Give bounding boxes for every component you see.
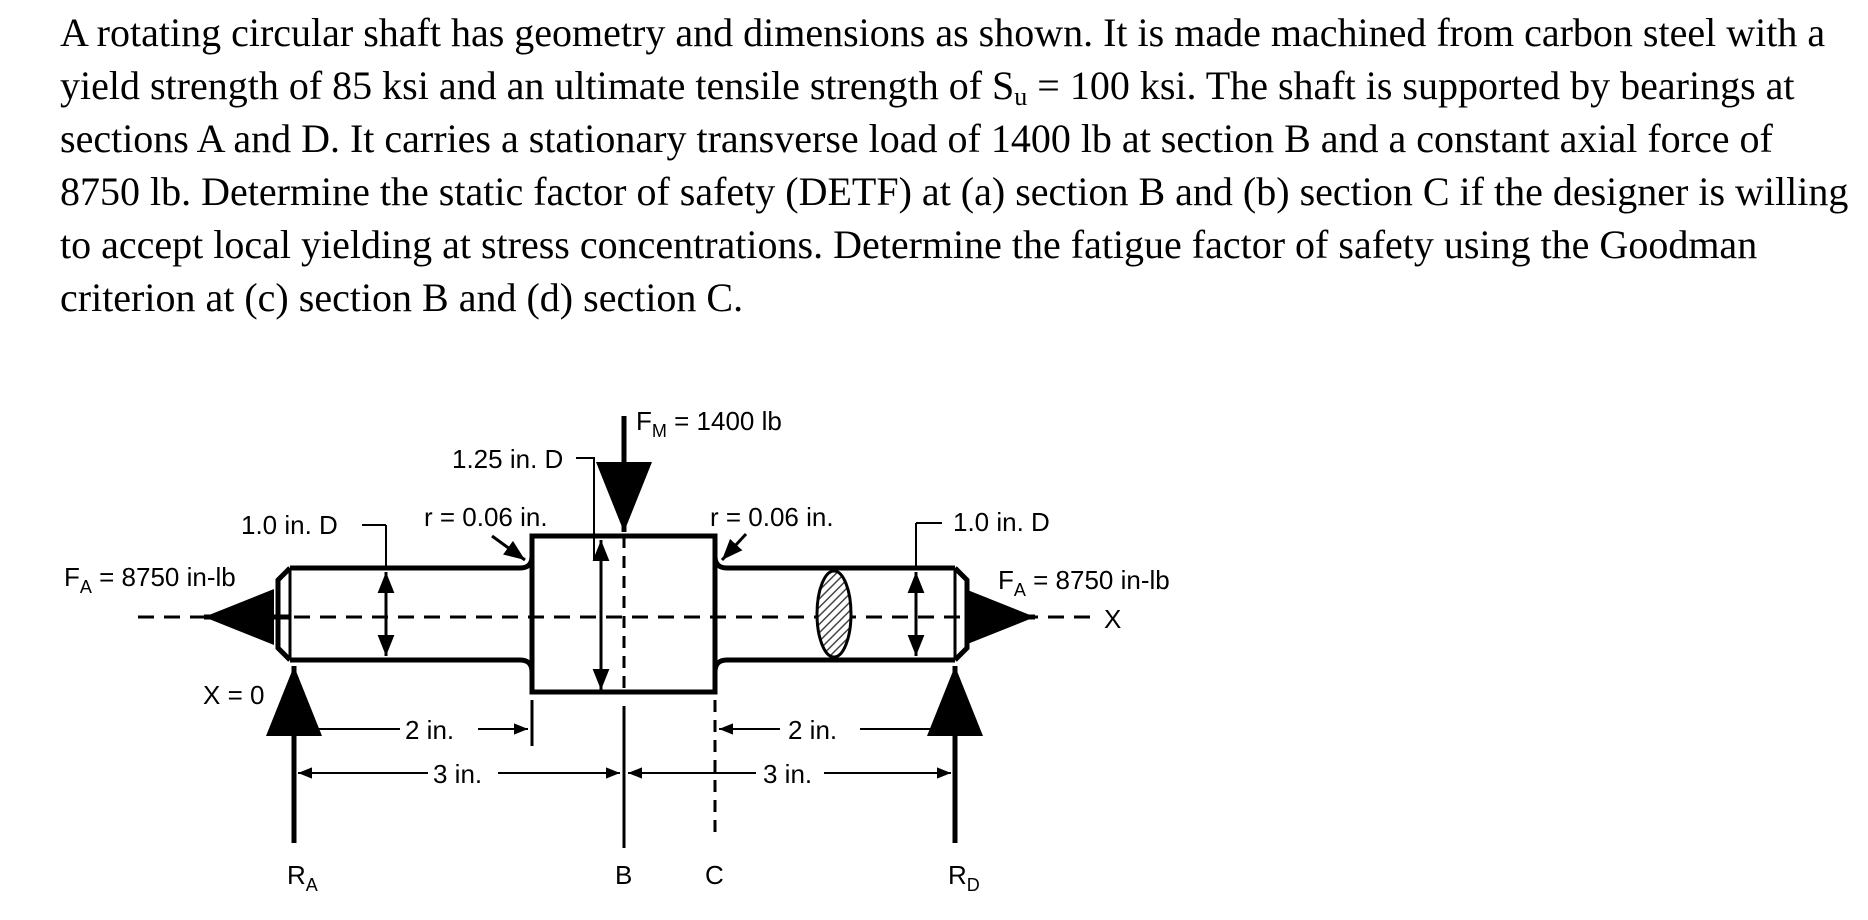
fa-left-value: = 8750 in-lb [91, 562, 236, 592]
fillet-right-label: r = 0.06 in. [710, 502, 834, 532]
fillet-left-label: r = 0.06 in. [424, 502, 548, 532]
fa-right-main: F [998, 565, 1014, 595]
rd-label [948, 860, 980, 895]
fa-right-value: = 8750 in-lb [1025, 565, 1170, 595]
ra-label-main: R [287, 860, 306, 890]
dim-right-3-label: 3 in. [763, 759, 813, 789]
fillet-left-leader [492, 536, 525, 560]
fa-left-label [64, 562, 236, 597]
shaft-right-end [955, 568, 967, 660]
center-diameter-label: 1.25 in. D [452, 444, 564, 474]
problem-text-part2: = 100 ksi. The shaft is supported by bearings at sections A and D. It carries a stationary transverse load of 1400 lb at section B and a constant axial force of 8750 lb. Determine the static factor of safety (DETF) at (a) section B and (b) section C if the designer is willing to accept local yielding at stress concentrations. Determine the fatigue factor of safety using the Goodman criterion at (c) section B and (d) section C. [60, 63, 1849, 320]
ra-label [287, 860, 318, 895]
cross-section-hatch [817, 571, 851, 657]
su-subscript: u [1014, 82, 1028, 111]
shaft-left-end [278, 568, 290, 660]
fm-label-main: F [636, 406, 652, 436]
dim-left-2-label: 2 in. [405, 715, 455, 745]
b-label: B [615, 860, 633, 890]
dim-left-3-label: 3 in. [433, 759, 483, 789]
ra-label-sub: A [305, 875, 318, 895]
right-diameter-label: 1.0 in. D [953, 507, 1050, 537]
x-axis-label: X [1104, 604, 1122, 634]
fa-right-sub: A [1013, 580, 1026, 600]
fm-label-sub: M [651, 421, 667, 441]
center-diameter-leader [576, 458, 594, 560]
c-label: C [705, 860, 724, 890]
dim-right-2-label: 2 in. [788, 715, 838, 745]
rd-label-main: R [948, 860, 967, 890]
fa-right-label [998, 565, 1170, 600]
problem-text-part1: A rotating circular shaft has geometry and dimensions as shown. It is made machined from carbon steel with a yield strength of 85 ksi and an ultimate tensile strength of S [60, 10, 1826, 108]
fa-left-sub: A [79, 577, 92, 597]
rd-label-sub: D [966, 875, 980, 895]
left-diameter-label: 1.0 in. D [241, 510, 338, 540]
fillet-right-leader [722, 534, 746, 560]
fm-label [636, 406, 782, 441]
x-zero-label: X = 0 [203, 680, 265, 710]
fm-label-value: = 1400 lb [666, 406, 782, 436]
fa-left-main: F [64, 562, 80, 592]
